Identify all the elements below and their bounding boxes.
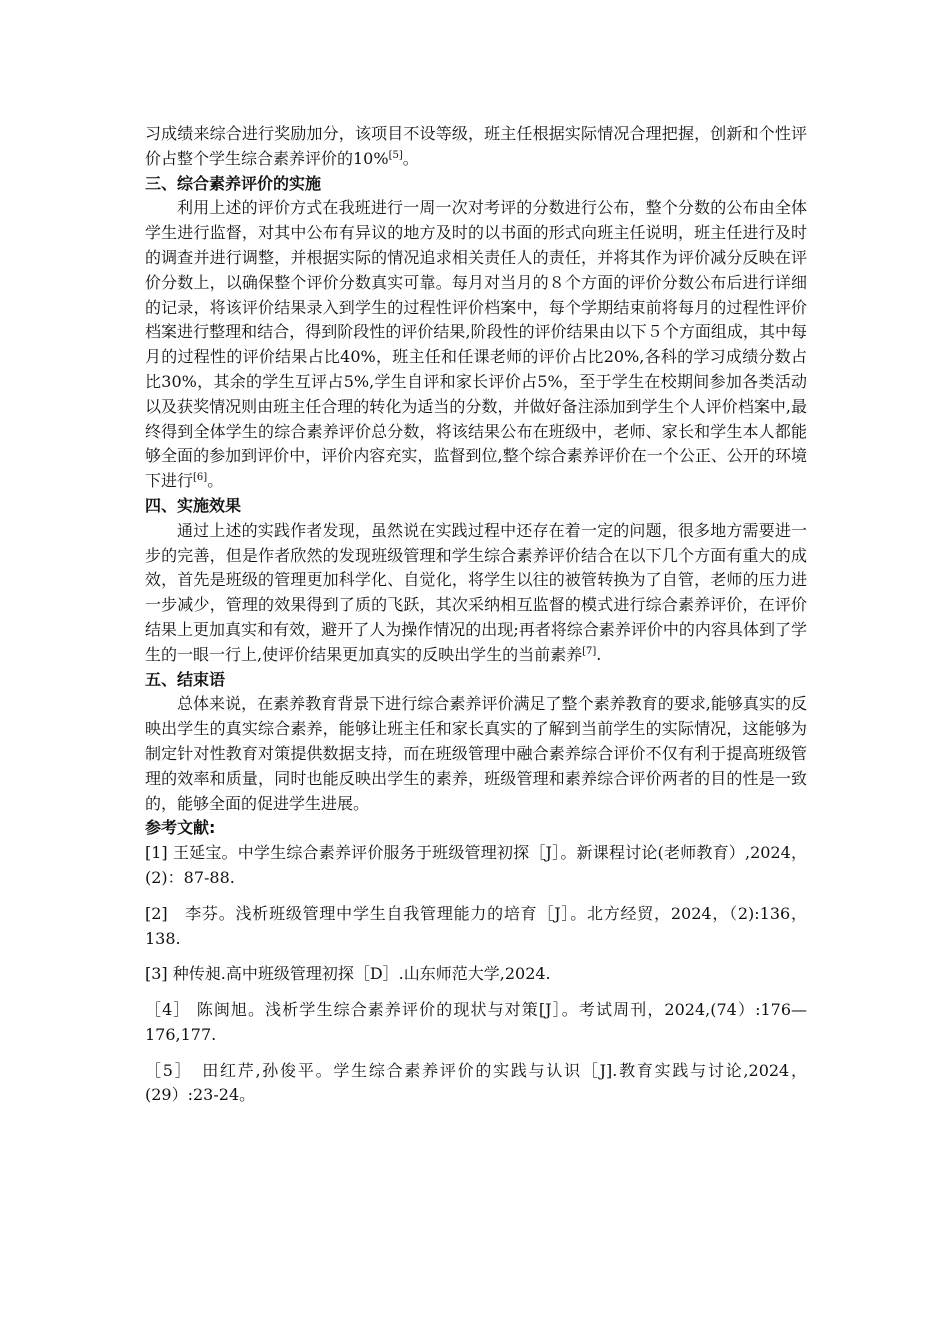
intro-paragraph: 习成绩来综合进行奖励加分，该项目不设等级，班主任根据实际情况合理把握，创新和个性评价占整个学生综合素养评价的10%[5]。	[145, 124, 807, 168]
reference-item-1: [1] 王延宝。中学生综合素养评价服务于班级管理初探［J］。新课程讨论(老师教育）,2024，(2)：87-88.	[145, 843, 807, 887]
citation-6: [6]	[193, 472, 208, 484]
reference-item-2: [2] 李芬。浅析班级管理中学生自我管理能力的培育［J］。北方经贸，2024，（2):136，138.	[145, 903, 807, 948]
section-body-conclusion: 总体来说，在素养教育背景下进行综合素养评价满足了整个素养教育的要求,能够真实的反映出学生的真实综合素养，能够让班主任和家长真实的了解到当前学生的实际情况，这能够为制定针对性教育对策提供数据支持，而在班级管理中融合素养综合评价不仅有利于提高班级管理的效率和质量，同时也能反映出学生的素养，班级管理和素养综合评价两者的目的性是一致的，能够全面的促进学生进展。	[145, 694, 807, 813]
reference-item-5: ［5］ 田红芹,孙俊平。学生综合素养评价的实践与认识［J].教育实践与讨论,2024，(29）:23-24。	[145, 1060, 807, 1105]
paper-page	[145, 122, 807, 1108]
section-heading-effect: 四、实施效果	[145, 495, 242, 515]
references-heading: 参考文献:	[145, 818, 216, 838]
section-heading-conclusion: 五、结束语	[145, 669, 226, 689]
citation-5: [5]	[388, 149, 403, 161]
section-body-implementation: 利用上述的评价方式在我班进行一周一次对考评的分数进行公布，整个分数的公布由全体学生进行监督，对其中公布有异议的地方及时的以书面的形式向班主任说明，班主任进行及时的调查并进行调整，并根据实际的情况追求相关责任人的责任，并将其作为评价减分反映在评价分数上，以确保整个评价分数真实可靠。每月对当月的８个方面的评价分数公布后进行详细的记录，将该评价结果录入到学生的过程性评价档案中，每个学期结束前将每月的过程性评价档案进行整理和结合，得到阶段性的评价结果,阶段性的评价结果由以下５个方面组成，其中每月的过程性的评价结果占比40%，班主任和任课老师的评价占比20%,各科的学习成绩分数占比30%，其余的学生互评占5%,学生自评和家长评价占5%，至于学生在校期间参加各类活动以及获奖情况则由班主任合理的转化为适当的分数，并做好备注添加到学生个人评价档案中,最终得到全体学生的综合素养评价总分数，将该结果公布在班级中，老师、家长和学生本人都能够全面的参加到评价中，评价内容充实，监督到位,整个综合素养评价在一个公正、公开的环境下进行[6]。	[145, 198, 807, 491]
section-heading-implementation: 三、综合素养评价的实施	[145, 173, 322, 193]
reference-item-3: [3] 种传昶.高中班级管理初探［D］.山东师范大学,2024.	[145, 964, 551, 984]
intro-text: 习成绩来综合进行奖励加分，该项目不设等级，班主任根据实际情况合理把握，创新和个性评价占整个学生综合素养评价的10%	[145, 124, 807, 168]
section-body-effect: 通过上述的实践作者发现，虽然说在实践过程中还存在着一定的问题，很多地方需要进一步的完善，但是作者欣然的发现班级管理和学生综合素养评价结合在以下几个方面有重大的成效，首先是班级的管理更加科学化、自觉化，将学生以往的被管转换为了自管，老师的压力进一步减少，管理的效果得到了质的飞跃，其次采纳相互监督的模式进行综合素养评价，在评价结果上更加真实和有效，避开了人为操作情况的出现;再者将综合素养评价中的内容具体到了学生的一眼一行上,使评价结果更加真实的反映出学生的当前素养[7].	[145, 520, 807, 664]
citation-7: [7]	[582, 645, 597, 657]
reference-item-4: ［4］ 陈闽旭。浅析学生综合素养评价的现状与对策[J］。考试周刊，2024,(74）:176—176,177.	[145, 1000, 807, 1044]
